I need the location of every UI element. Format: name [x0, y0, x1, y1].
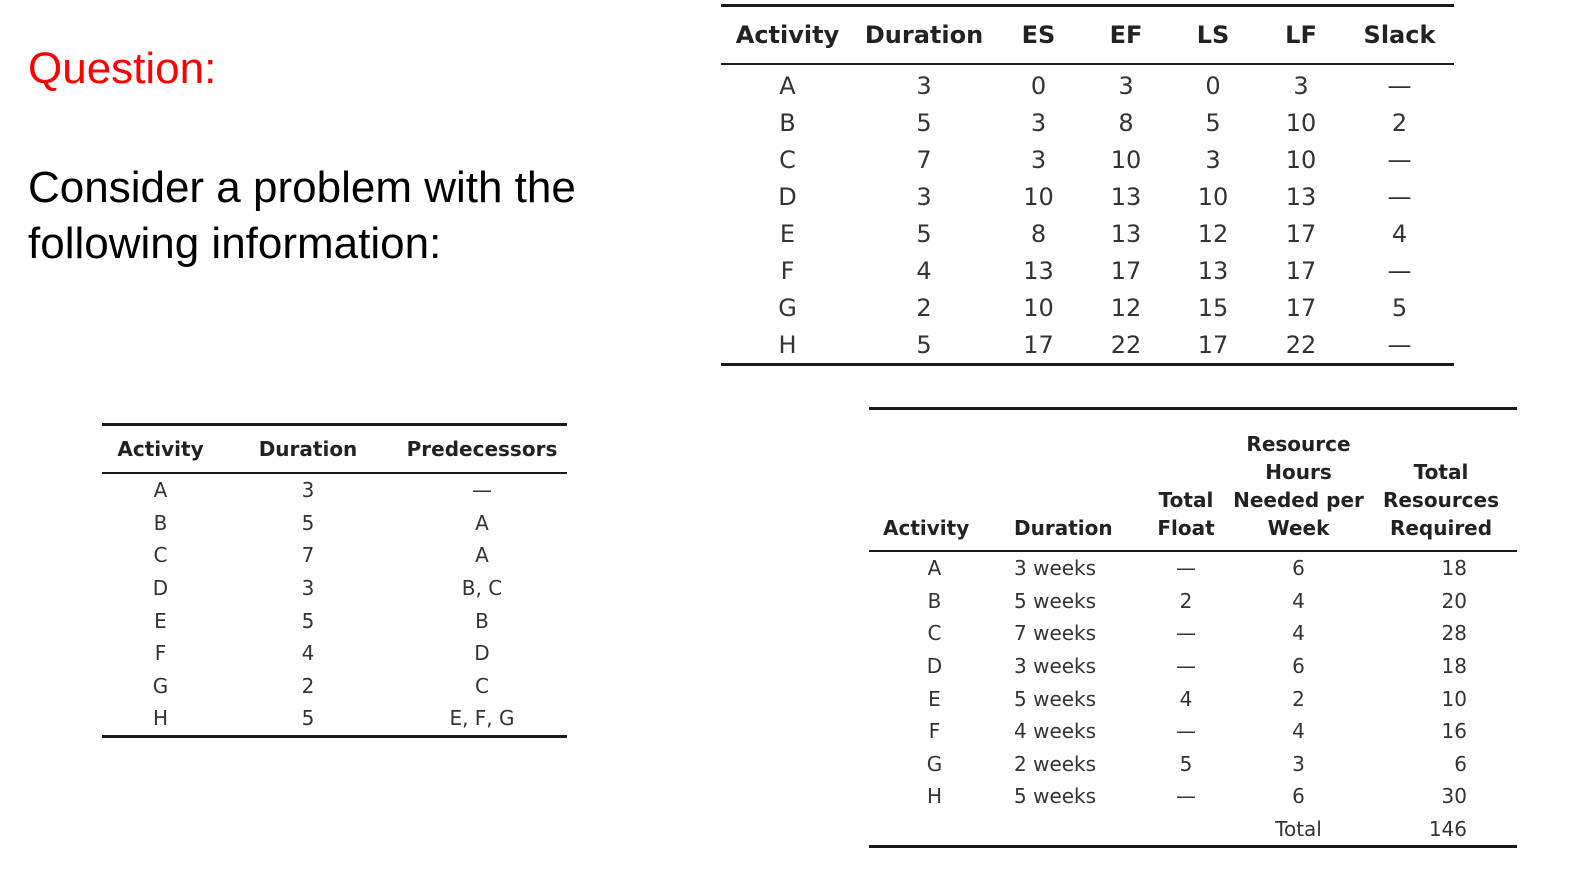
table-cell: 3 weeks — [1014, 556, 1097, 581]
table-cell: D — [778, 182, 797, 211]
table-cell: A — [475, 510, 489, 535]
table-cell: 15 — [1197, 293, 1229, 322]
table-cell: B — [927, 588, 942, 613]
table-row — [102, 702, 567, 736]
table-cell: 18 — [1441, 556, 1467, 581]
table-cell: 3 weeks — [1014, 654, 1097, 679]
schedule-table — [721, 4, 1454, 366]
table-cell: 13 — [1110, 182, 1142, 211]
table-cell: H — [152, 706, 169, 731]
table-cell: 28 — [1441, 621, 1467, 646]
table-cell: 30 — [1441, 784, 1467, 809]
column-header: Resource Hours Needed per Week — [1232, 409, 1365, 552]
table-cell: B — [779, 108, 796, 137]
table-cell: 17 — [1285, 256, 1317, 285]
table-cell: 3 — [301, 478, 315, 503]
table-cell: 6 — [1292, 784, 1305, 809]
table-cell: 17 — [1197, 330, 1229, 359]
table-cell: 8 — [1118, 108, 1134, 137]
table-cell: 2 — [1292, 686, 1305, 711]
table-cell: 3 — [1030, 145, 1047, 174]
table-cell: — — [472, 478, 492, 503]
table-cell: 22 — [1110, 330, 1142, 359]
table-cell: E, F, G — [449, 706, 515, 731]
column-header: ES — [994, 6, 1083, 65]
table-row — [869, 748, 1517, 781]
table-row — [869, 780, 1517, 813]
table-cell: C — [779, 145, 796, 174]
table-cell: 2 — [1391, 108, 1408, 137]
table-row — [721, 215, 1454, 252]
table-cell: 16 — [1441, 719, 1467, 744]
table-cell: 10 — [1197, 182, 1229, 211]
table-cell: 4 — [916, 256, 932, 285]
column-header: Slack — [1345, 6, 1454, 65]
table-cell: 0 — [1205, 71, 1221, 100]
column-header: Activity — [721, 6, 854, 65]
table-cell: 2 — [916, 293, 932, 322]
table-cell: 4 — [301, 641, 315, 666]
table-cell: 5 — [301, 706, 315, 731]
table-cell: H — [926, 784, 943, 809]
table-row — [721, 289, 1454, 326]
table-cell: 3 — [1118, 71, 1134, 100]
table-row — [721, 178, 1454, 215]
table-cell: 5 — [916, 108, 932, 137]
resource-total-row — [869, 813, 1517, 847]
table-cell: 13 — [1023, 256, 1054, 285]
table-cell: — — [1387, 256, 1412, 285]
table-cell: 10 — [1285, 108, 1317, 137]
table-row — [869, 551, 1517, 585]
table-row — [102, 604, 567, 637]
table-row — [869, 585, 1517, 618]
table-cell: 3 — [1293, 71, 1309, 100]
table-cell: 17 — [1285, 293, 1317, 322]
table-cell: 17 — [1110, 256, 1142, 285]
table-cell: C — [927, 621, 942, 646]
table-cell: 7 — [916, 145, 932, 174]
table-cell: — — [1176, 556, 1196, 581]
table-cell: 2 weeks — [1014, 751, 1097, 776]
table-row — [721, 252, 1454, 289]
table-cell: 2 — [1179, 588, 1193, 613]
resource-table — [869, 407, 1517, 848]
table-cell: 3 — [1292, 751, 1305, 776]
table-cell: 7 — [301, 543, 315, 568]
table-cell: 4 — [1292, 719, 1305, 744]
table-cell: B, C — [461, 576, 503, 601]
table-cell: C — [153, 543, 168, 568]
total-label: Total — [1275, 816, 1322, 841]
table-cell: 12 — [1197, 219, 1229, 248]
column-header: LS — [1169, 6, 1257, 65]
table-cell: 5 — [1391, 293, 1408, 322]
table-cell: 5 — [301, 510, 315, 535]
column-header: Total Resources Required — [1365, 409, 1517, 552]
table-cell: G — [152, 673, 169, 698]
table-cell: F — [780, 256, 795, 285]
column-header: Duration — [854, 6, 994, 65]
column-header: Activity — [102, 425, 219, 474]
column-header: Duration — [1000, 409, 1140, 552]
table-cell: B — [475, 608, 489, 633]
table-cell: 5 weeks — [1014, 686, 1097, 711]
table-cell: 0 — [1030, 71, 1047, 100]
table-cell: 4 — [1292, 588, 1305, 613]
table-cell: 10 — [1023, 293, 1054, 322]
table-row — [102, 637, 567, 670]
schedule-body — [721, 64, 1454, 365]
predecessor-header-row — [102, 425, 567, 474]
table-cell: E — [154, 608, 167, 633]
resource-body — [869, 551, 1517, 813]
column-header: Predecessors — [397, 425, 567, 474]
table-cell: 5 — [301, 608, 315, 633]
table-cell: 13 — [1285, 182, 1317, 211]
table-cell: — — [1176, 784, 1196, 809]
table-cell: 5 weeks — [1014, 588, 1097, 613]
table-row — [721, 326, 1454, 365]
table-cell: F — [928, 719, 941, 744]
table-row — [721, 141, 1454, 178]
table-cell: 3 — [301, 576, 315, 601]
table-cell: G — [778, 293, 797, 322]
table-row — [102, 507, 567, 540]
table-cell: 13 — [1197, 256, 1229, 285]
table-cell: 4 — [1292, 621, 1305, 646]
table-cell: A — [779, 71, 796, 100]
total-value: 146 — [1428, 816, 1467, 841]
table-cell: — — [1176, 719, 1196, 744]
table-cell: A — [927, 556, 942, 581]
table-cell: 10 — [1110, 145, 1142, 174]
table-cell: 5 — [1205, 108, 1221, 137]
table-row — [721, 64, 1454, 104]
table-cell: 17 — [1285, 219, 1317, 248]
table-cell: — — [1176, 621, 1196, 646]
table-cell: 4 — [1179, 686, 1193, 711]
table-cell: 5 — [916, 219, 932, 248]
table-row — [102, 572, 567, 605]
table-cell: — — [1387, 330, 1412, 359]
question-intro: Consider a problem with the following information: — [28, 163, 576, 268]
table-row — [869, 682, 1517, 715]
table-row — [869, 650, 1517, 683]
table-cell: E — [779, 219, 796, 248]
table-cell: 10 — [1023, 182, 1054, 211]
table-row — [869, 715, 1517, 748]
table-row — [102, 473, 567, 507]
table-cell: A — [153, 478, 168, 503]
table-cell: D — [926, 654, 943, 679]
table-cell: H — [778, 330, 797, 359]
table-cell: 3 — [1205, 145, 1221, 174]
table-cell: D — [474, 641, 490, 666]
column-header: Duration — [219, 425, 397, 474]
table-cell: 7 weeks — [1014, 621, 1097, 646]
column-header: Activity — [869, 409, 1000, 552]
table-cell: 12 — [1110, 293, 1142, 322]
table-row — [102, 670, 567, 703]
schedule-header-row — [721, 6, 1454, 65]
table-cell: 10 — [1285, 145, 1317, 174]
table-cell: 4 weeks — [1014, 719, 1097, 744]
table-cell: 8 — [1030, 219, 1047, 248]
table-row — [869, 617, 1517, 650]
predecessor-body — [102, 473, 567, 736]
table-cell: — — [1387, 145, 1412, 174]
column-header: Total Float — [1140, 409, 1232, 552]
table-cell: 20 — [1441, 588, 1467, 613]
table-cell: 5 — [916, 330, 932, 359]
table-cell: 17 — [1023, 330, 1054, 359]
resource-header-row — [869, 409, 1517, 552]
question-heading: Question: — [28, 44, 217, 93]
table-cell: 13 — [1110, 219, 1142, 248]
table-cell: 4 — [1391, 219, 1408, 248]
table-cell: 6 — [1292, 654, 1305, 679]
table-cell: — — [1387, 182, 1412, 211]
table-row — [721, 104, 1454, 141]
table-cell: 2 — [301, 673, 315, 698]
table-cell: 5 weeks — [1014, 784, 1097, 809]
table-row — [102, 539, 567, 572]
table-cell: 3 — [1030, 108, 1047, 137]
table-cell: 3 — [916, 71, 932, 100]
table-cell: F — [154, 641, 167, 666]
table-cell: B — [153, 510, 168, 535]
column-header: LF — [1257, 6, 1345, 65]
table-cell: 6 — [1292, 556, 1305, 581]
table-cell: — — [1387, 71, 1412, 100]
table-cell: 6 — [1454, 751, 1467, 776]
table-cell: 5 — [1179, 751, 1193, 776]
predecessor-table — [102, 423, 567, 738]
table-cell: E — [928, 686, 941, 711]
table-cell: A — [475, 543, 489, 568]
table-cell: 10 — [1441, 686, 1467, 711]
table-cell: D — [152, 576, 169, 601]
table-cell: 3 — [916, 182, 932, 211]
table-cell: C — [475, 673, 489, 698]
table-cell: 18 — [1441, 654, 1467, 679]
table-cell: — — [1176, 654, 1196, 679]
column-header: EF — [1083, 6, 1169, 65]
table-cell: G — [926, 751, 943, 776]
table-cell: 22 — [1285, 330, 1317, 359]
